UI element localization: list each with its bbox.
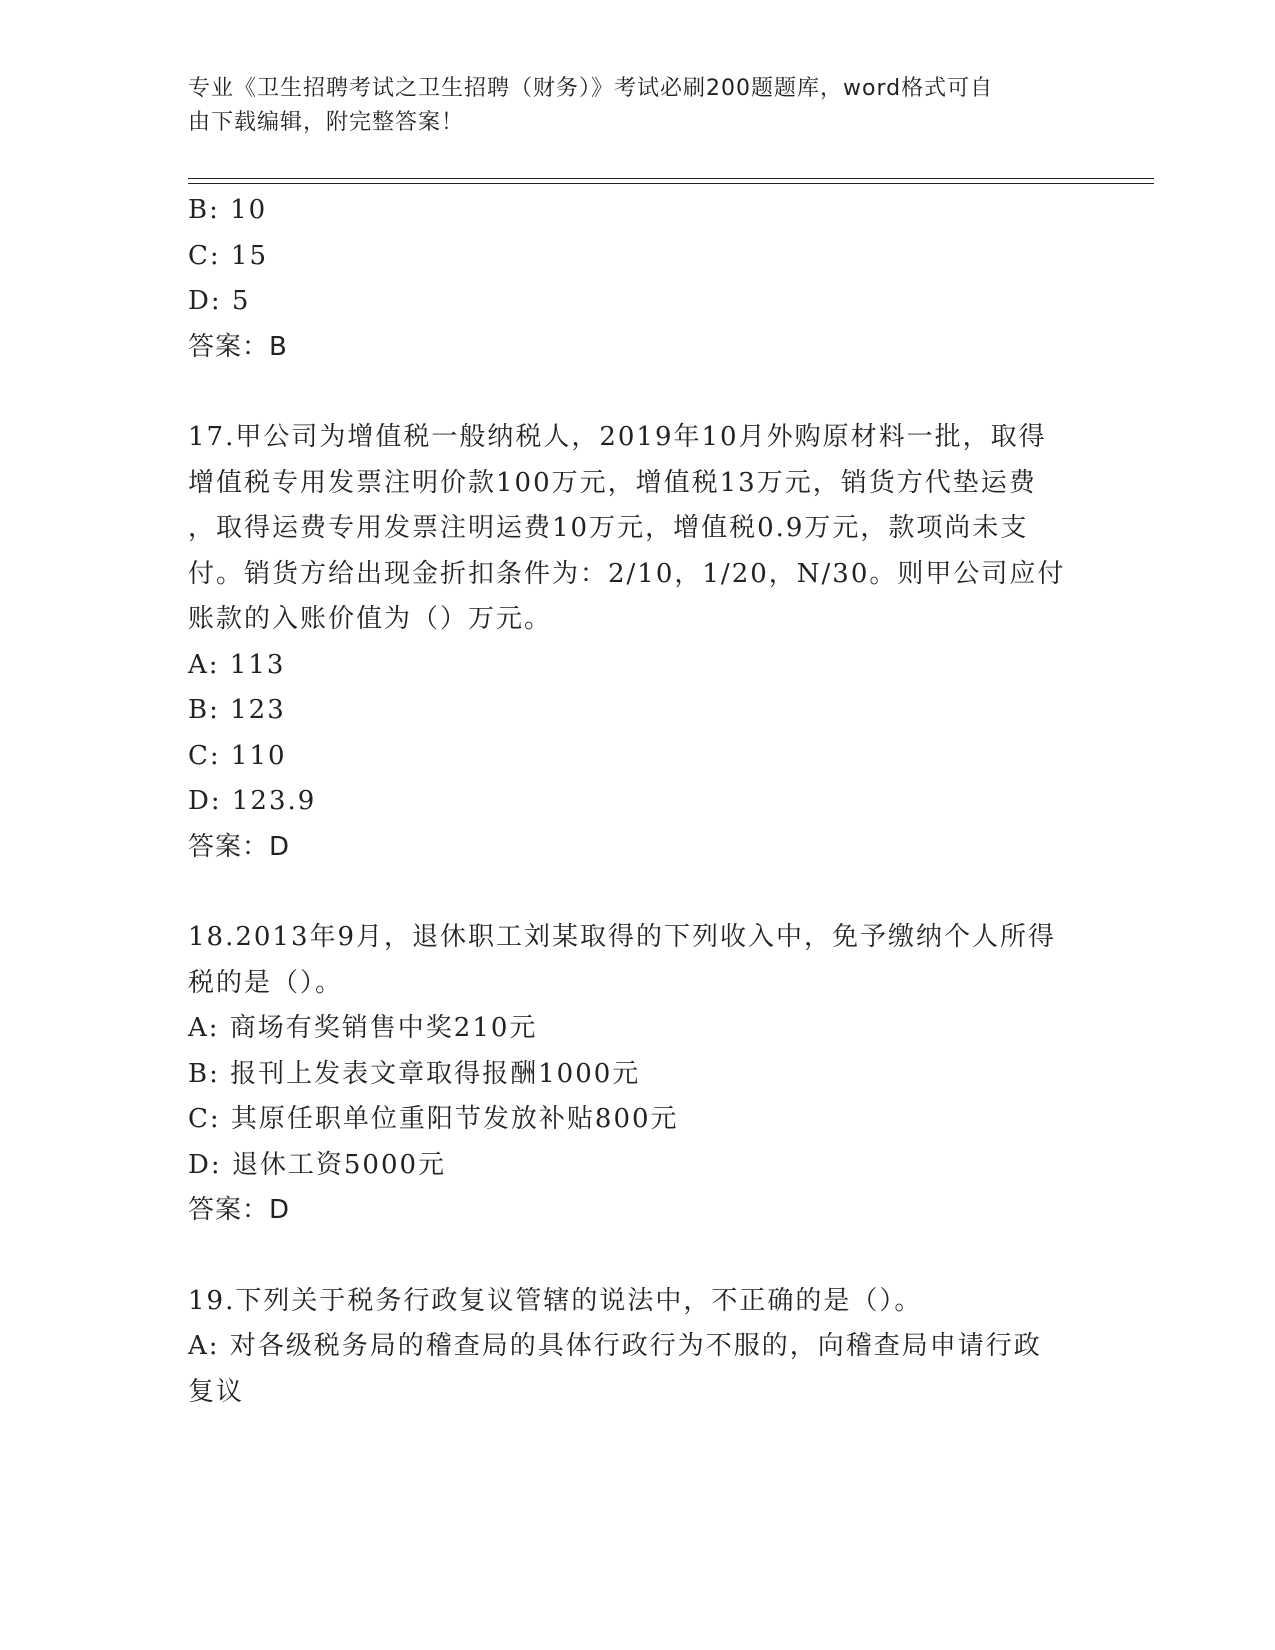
question-stem-line: 税的是（）。 [188,967,344,998]
option-c: C: 110 [188,740,287,771]
option-d: D: 5 [188,286,251,316]
option-a: A: 对各级税务局的稽查局的具体行政行为不服的，向稽查局申请行政 [188,1331,1042,1361]
option-a-continued: 复议 [188,1376,245,1407]
header-line-1: 专业《卫生招聘考试之卫生招聘（财务）》考试必刷200题题库，word格式可自 [188,76,994,101]
answer: 答案：B [188,331,288,362]
question-stem-line: 增值税专用发票注明价款100万元，增值税13万元，销货方代垫运费 [188,467,1037,498]
question-16-continued [188,188,1088,370]
question-stem-line: ，取得运费专用发票注明运费10万元，增值税0.9万元，款项尚未支 [188,513,1029,543]
question-17 [188,415,1088,870]
option-d: D: 退休工资5000元 [188,1149,447,1180]
answer: 答案：D [188,1195,291,1225]
option-b: B: 10 [188,195,268,225]
question-stem-line: 18.2013年9月，退休职工刘某取得的下列收入中，免予缴纳个人所得 [188,922,1057,952]
question-18 [188,915,1088,1234]
option-b: B: 123 [188,695,286,725]
header-divider-top [188,178,1154,179]
question-stem-line: 17.甲公司为增值税一般纳税人，2019年10月外购原材料一批，取得 [188,422,1047,452]
option-a: A: 113 [188,649,286,680]
question-stem-line: 账款的入账价值为（）万元。 [188,604,553,634]
header-divider-bottom [188,183,1154,184]
document-header [188,72,1068,140]
option-c: C: 15 [188,240,269,271]
option-a: A: 商场有奖销售中奖210元 [188,1013,538,1043]
document-body [188,188,1088,1415]
question-stem-line: 付。销货方给出现金折扣条件为：2/10，1/20，N/30。则甲公司应付 [188,558,1066,589]
question-stem-line: 19.下列关于税务行政复议管辖的说法中，不正确的是（）。 [188,1285,923,1316]
answer: 答案：D [188,831,291,862]
question-19 [188,1279,1088,1416]
header-line-2: 由下载编辑，附完整答案！ [188,110,465,135]
option-d: D: 123.9 [188,786,317,816]
option-c: C: 其原任职单位重阳节发放补贴800元 [188,1104,679,1134]
option-b: B: 报刊上发表文章取得报酬1000元 [188,1058,641,1089]
